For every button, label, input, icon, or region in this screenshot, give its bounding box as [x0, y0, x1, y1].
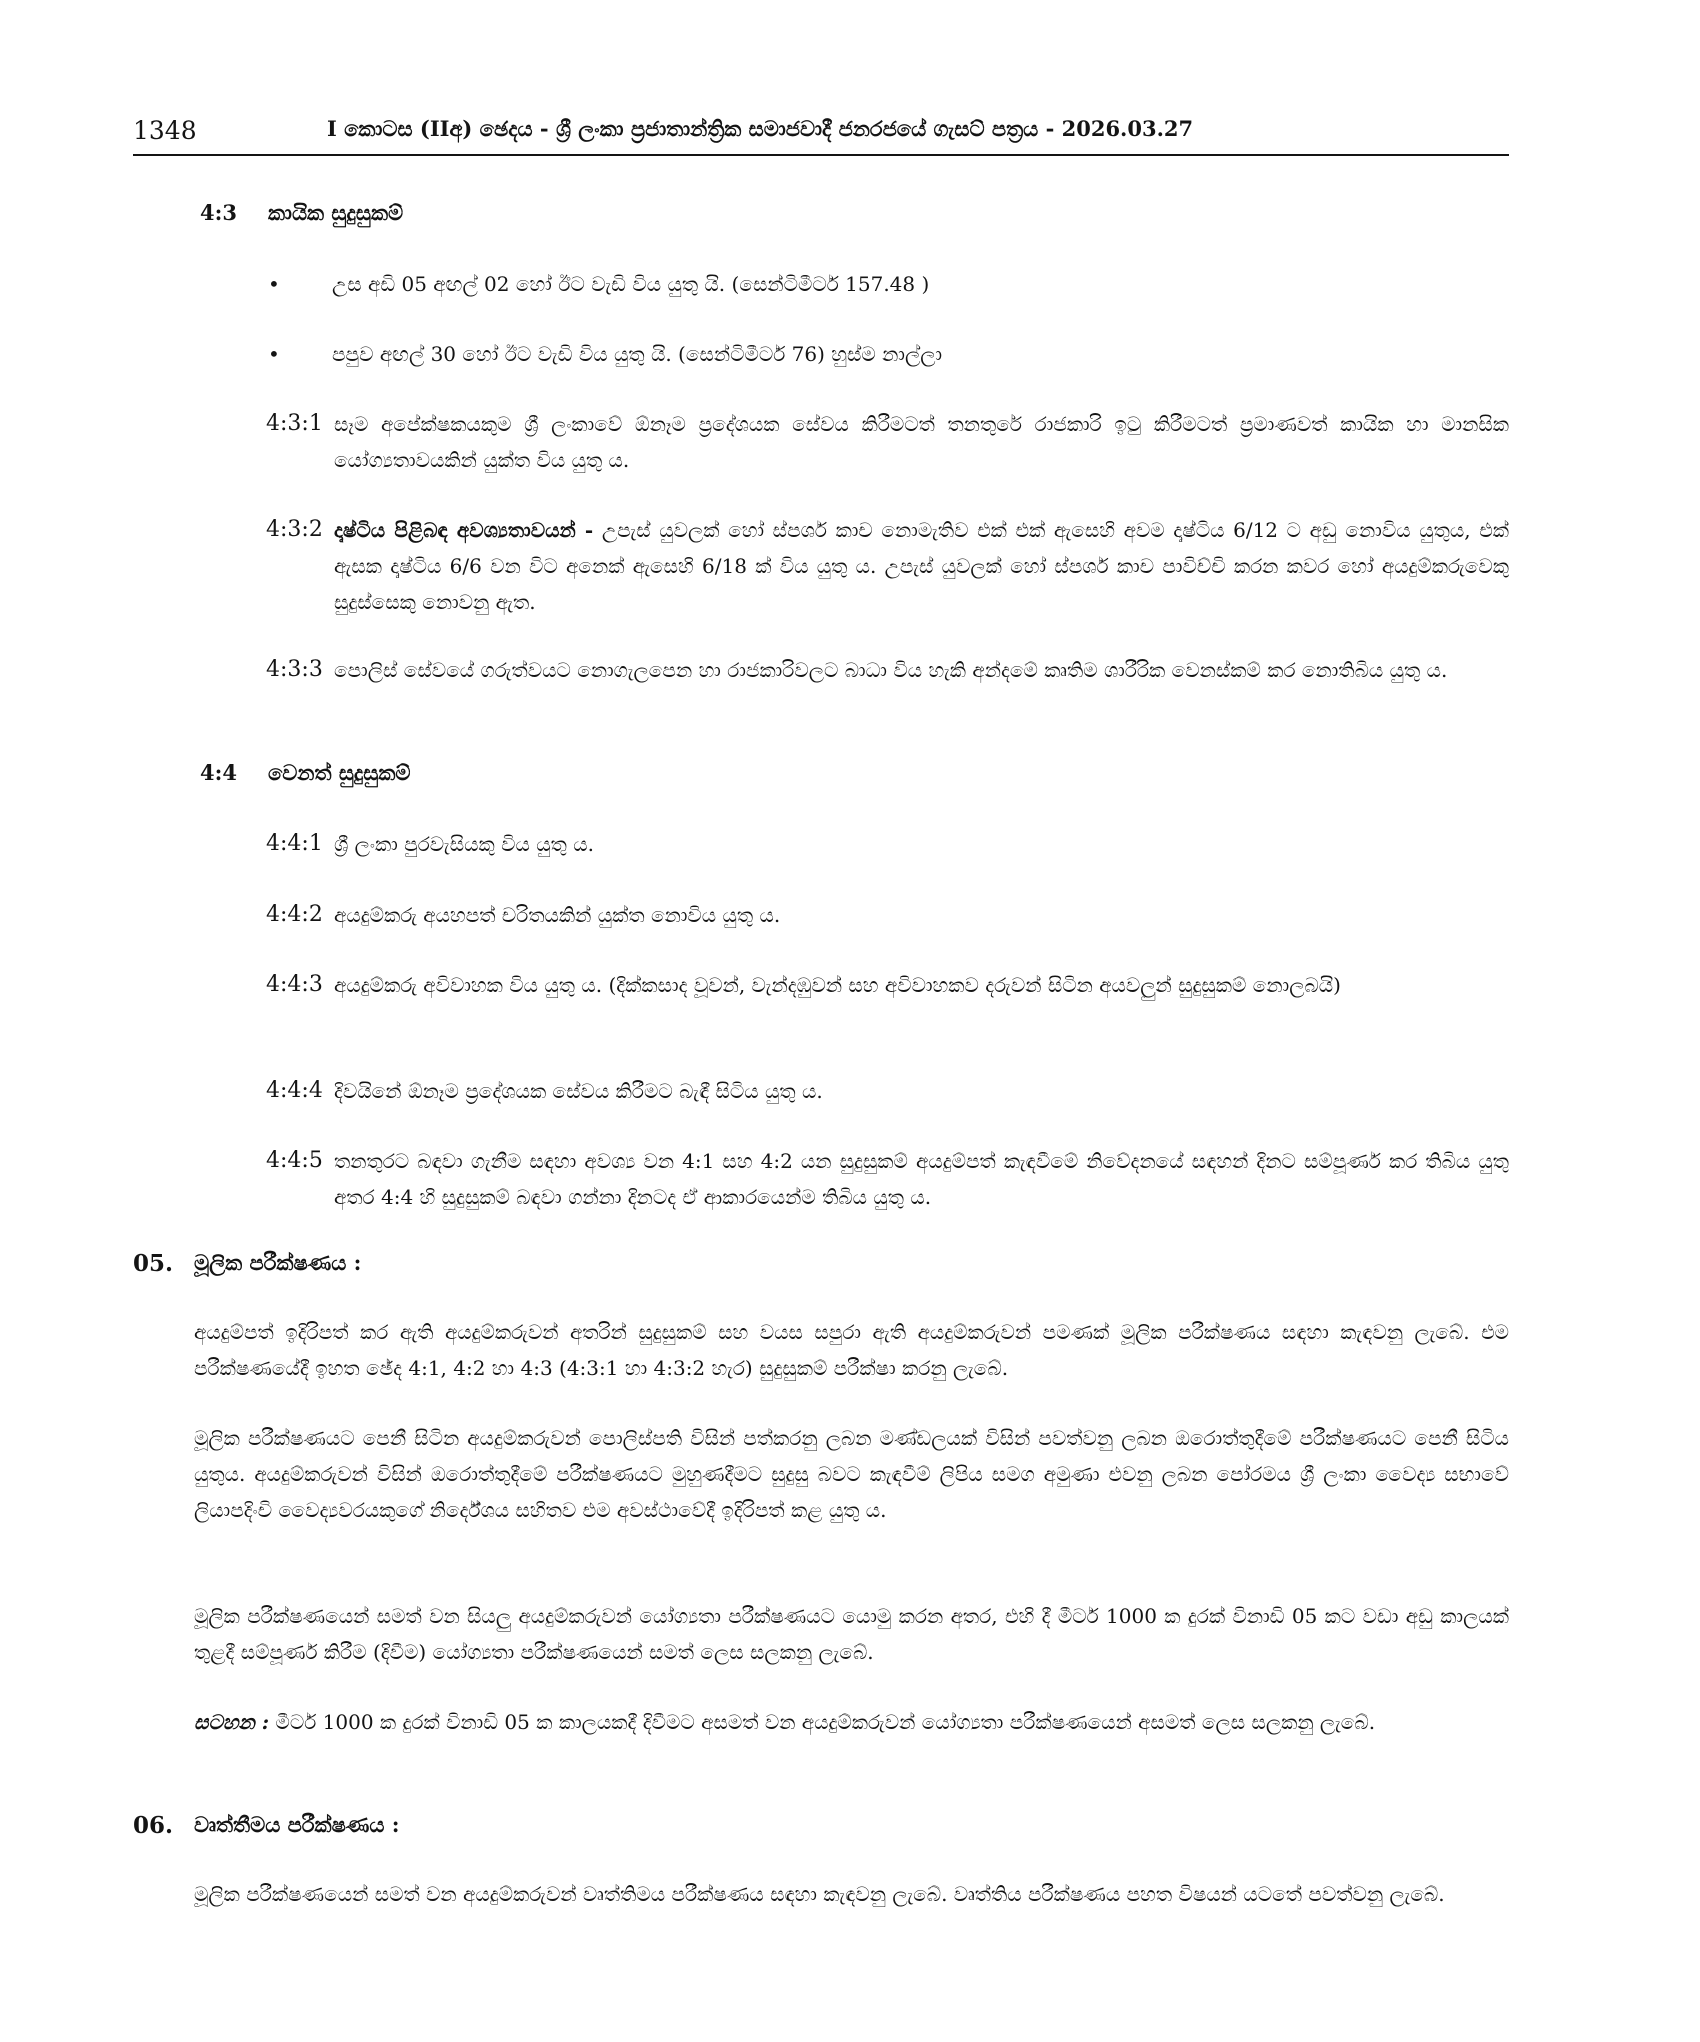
section-title: වෘත්තීමය පරීක්ෂණය : — [194, 1812, 400, 1837]
section-number: 06. — [133, 1812, 174, 1839]
section-title: වෙනත් සුදුසුකම් — [268, 760, 411, 785]
clause-number: 4:4:4 — [266, 1078, 323, 1103]
clause-text: අයදුම්කරු අයහපත් චරිතයකින් යුක්ත නොවිය යුතු ය. — [334, 903, 781, 927]
paragraph-preliminary-2: මූලික පරීක්ෂණයට පෙනී සිටින අයදුම්කරුවන් පොලිස්පති විසින් පත්කරනු ලබන මණ්ඩලයක් විසින් පවත්වනු ලබන ඔරොත්තුදීමේ පරීක්ෂණයට පෙනී සිටිය යුතුය. අයදුම්කරුවන් විසින් ඔරොත්තුදීමේ පරීක්ෂණයට මුහුණදීමට සුදුසු බවට කැඳවීම් ලිපිය සමග අමුණා එවනු ලබන පෝරමය ශ්‍රී ලංකා වෛද්‍ය සභාවේ ලියාපදිංචි වෛද්‍යවරයකුගේ නිර්දේශය සහිතව එම අවස්ථාවේදී ඉදිරිපත් කළ යුතු ය. — [194, 1426, 1509, 1522]
bullet-dot: • — [268, 272, 280, 296]
clause-text — [334, 512, 1509, 620]
paragraph-preliminary-1: අයදුම්පත් ඉදිරිපත් කර ඇති අයදුම්කරුවන් අතරින් සුදුසුකම් සහ වයස සපුරා ඇති අයදුම්කරුවන් පමණක් මූලික පරීක්ෂණය සඳහා කැඳවනු ලැබේ. එම පරීක්ෂණයේදී ඉහත ඡේද 4:1, 4:2 හා 4:3 (4:3:1 හා 4:3:2 හැර) සුදුසුකම් පරීක්ෂා කරනු ලැබේ. — [194, 1320, 1509, 1380]
section-05-heading — [133, 1250, 362, 1277]
paragraph-preliminary-3: මූලික පරීක්ෂණයෙන් සමත් වන සියලු අයදුම්කරුවන් යෝග්‍යතා පරීක්ෂණයට යොමු කරන අතර, එහි දී මීටර් 1000 ක දුරක් විනාඩි 05 කට වඩා අඩු කාලයක් තුළදී සම්පූර්ණ කිරීම (දිවීම) යෝග්‍යතා පරීක්ෂණයෙන් සමත් ලෙස සලකනු ලැබේ. — [194, 1604, 1509, 1664]
clause-lead: දෘෂ්ටිය පිළිබඳ අවශ්‍යතාවයන් - — [334, 518, 594, 542]
clause-number: 4:3:2 — [266, 517, 323, 542]
clause-number: 4:4:3 — [266, 972, 323, 997]
bullet-text: උස අඩි 05 අඟල් 02 හෝ ඊට වැඩි විය යුතු යි. (සෙන්ටිමීටර් 157.48 ) — [332, 272, 930, 296]
section-06-heading — [133, 1812, 400, 1839]
clause-number: 4:3:3 — [266, 657, 323, 682]
section-number: 4:4 — [200, 760, 237, 785]
clause-text: පොලිස් සේවයේ ගරුත්වයට නොගැලපෙන හා රාජකාරිවලට බාධා විය හැකි අන්දමේ කෘතිම ශාරීරික වෙනස්කම් කර නොතිබිය යුතු ය. — [334, 658, 1448, 682]
clause-text: දිවයිනේ ඕනෑම ප්‍රදේශයක සේවය කිරීමට බැඳී සිටිය යුතු ය. — [334, 1079, 823, 1103]
header-divider — [133, 154, 1509, 156]
note-paragraph — [194, 1704, 1509, 1740]
section-number: 4:3 — [200, 200, 237, 225]
page-number: 1348 — [133, 116, 197, 145]
note-label: සටහන : — [194, 1710, 270, 1734]
note-text: මීටර් 1000 ක දුරක් විනාඩි 05 ක කාලයකදී දිවීමට අසමත් වන අයදුම්කරුවන් යෝග්‍යතා පරීක්ෂණයෙන් අසමත් ලෙස සලකනු ලැබේ. — [269, 1710, 1376, 1734]
section-4-4-heading — [200, 760, 411, 785]
clause-number: 4:4:1 — [266, 831, 323, 856]
clause-text: තනතුරට බඳවා ගැනීම සඳහා අවශ්‍ය වන 4:1 සහ 4:2 යන සුදුසුකම් අයදුම්පත් කැඳවීමේ නිවේදනයේ සඳහන් දිනට සම්පූර්ණ කර තිබිය යුතු අතර 4:4 හි සුදුසුකම් බඳවා ගන්නා දිනටද ඒ ආකාරයෙන්ම තිබිය යුතු ය. — [334, 1149, 1509, 1209]
clause-number: 4:3:1 — [266, 411, 323, 436]
clause-body: උපැස් යුවලක් හෝ ස්පර්ශ කාච නොමැතිව එක් එක් ඇසෙහි අවම දෘෂ්ටිය 6/12 ට අඩු නොවිය යුතුය, එක් ඇසක දෘෂ්ටිය 6/6 වන විට අනෙක් ඇසෙහි 6/18 ක් විය යුතු ය. උපැස් යුවලක් හෝ ස්පර්ශ කාච පාවිච්චි කරන කවර හෝ අයදුම්කරුවෙකු සුදුස්සෙකු නොවනු ඇත. — [334, 518, 1509, 614]
section-4-3-heading — [200, 200, 404, 225]
bullet-text: පපුව අඟල් 30 හෝ ඊට වැඩි විය යුතු යි. (සෙන්ටිමීටර් 76) හුස්ම නාල්ලා — [332, 342, 943, 366]
bullet-dot: • — [268, 342, 280, 366]
clause-text: ශ්‍රී ලංකා පුරවැසියකු විය යුතු ය. — [334, 832, 594, 856]
clause-text: අයදුම්කරු අවිවාහක විය යුතු ය. (දික්කසාද වූවන්, වැන්දඹුවන් සහ අවිවාහකව දරුවන් සිටින අයවලුන් සුදුසුකම් නොලබයි) — [334, 973, 1341, 997]
clause-number: 4:4:5 — [266, 1148, 323, 1173]
clause-number: 4:4:2 — [266, 902, 323, 927]
section-number: 05. — [133, 1250, 174, 1277]
gazette-title: I කොටස (IIඅ) ඡෙදය - ශ්‍රී ලංකා ප්‍රජාතාන්ත්‍රික සමාජවාදී ජනරජයේ ගැසට් පත්‍රය - 2026.03.27 — [327, 116, 1194, 141]
section-title: මූලික පරීක්ෂණය : — [194, 1250, 362, 1275]
section-title: කායික සුදුසුකම් — [268, 200, 404, 225]
page-header — [133, 114, 1509, 156]
clause-text: සෑම අපේක්ෂකයකුම ශ්‍රී ලංකාවේ ඕනෑම ප්‍රදේශයක සේවය කිරීමටත් තනතුරේ රාජකාරි ඉටු කිරීමටත් ප්‍රමාණවත් කායික හා මානසික යෝග්‍යතාවයකින් යුක්ත විය යුතු ය. — [334, 412, 1509, 472]
paragraph-professional: මූලික පරීක්ෂණයෙන් සමත් වන අයදුම්කරුවන් වෘත්තිමය පරීක්ෂණය සඳහා කැඳවනු ලැබේ. වෘත්තිය පරීක්ෂණය පහත විෂයන් යටතේ පවත්වනු ලැබේ. — [194, 1882, 1445, 1906]
